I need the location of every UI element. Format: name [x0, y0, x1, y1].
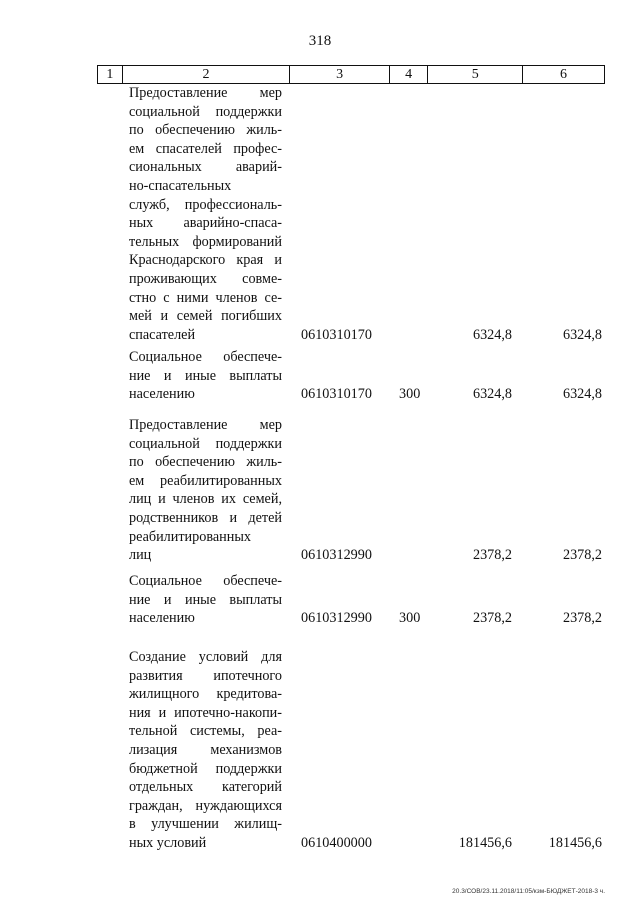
column-header-2: 2 [122, 66, 290, 84]
description-line: в улучшении жилищ- [129, 816, 282, 833]
row-description [129, 348, 282, 404]
description-line: спасателей [129, 326, 196, 343]
description-line: Предоставление мер [129, 85, 282, 101]
description-line: лиц и членов их семей, [129, 491, 282, 508]
description-line: Предоставление мер [129, 417, 282, 433]
row-amount-2020: 6324,8 [562, 386, 602, 403]
column-header-5: 5 [428, 66, 523, 84]
description-line: лиц [129, 547, 152, 564]
description-line: населению [129, 610, 195, 627]
description-line: служб, профессиональ- [129, 196, 282, 213]
row-amount-2020: 6324,8 [562, 326, 602, 343]
row-amount-2020: 181456,6 [548, 835, 602, 851]
description-line: Социальное обеспече- [129, 349, 282, 365]
description-line: Создание условий для [129, 649, 282, 665]
description-line: проживающих совме- [129, 270, 282, 287]
description-line: лизация механизмов [129, 741, 282, 758]
row-expense-type: 300 [399, 610, 421, 627]
description-line: ных условий [129, 834, 207, 851]
description-line: мей и семей погибших [129, 308, 282, 325]
description-line: по обеспечению жиль- [129, 122, 282, 139]
row-code: 0610312990 [301, 547, 372, 564]
description-line: бюджетной поддержки [129, 760, 282, 777]
row-code: 0610400000 [301, 835, 372, 851]
row-description [129, 416, 282, 565]
description-line: стно с ними членов се- [129, 289, 282, 306]
row-amount-2019: 6324,8 [472, 326, 512, 343]
row-amount-2019: 2378,2 [472, 610, 512, 627]
description-line: по обеспечению жиль- [129, 454, 282, 471]
description-line: социальной поддержки [129, 103, 282, 120]
row-description [129, 648, 282, 853]
description-line: ния и ипотечно-накопи- [129, 704, 282, 721]
column-header-1: 1 [98, 66, 123, 84]
description-line: ем реабилитированных [129, 472, 282, 489]
description-line: развития ипотечного [129, 667, 282, 684]
description-line: граждан, нуждающихся [129, 797, 282, 814]
description-line: населению [129, 386, 195, 403]
column-header-3: 3 [290, 66, 390, 84]
row-description [129, 84, 282, 344]
description-line: Социальное обеспече- [129, 573, 282, 589]
column-header-row [97, 65, 605, 84]
description-line: но-спасательных [129, 177, 232, 194]
row-code: 0610310170 [301, 386, 372, 403]
row-code: 0610310170 [301, 326, 372, 343]
description-line: Краснодарского края и [129, 252, 282, 269]
description-line: тельной системы, реа- [129, 723, 282, 740]
description-line: ных аварийно-спаса- [129, 215, 282, 232]
description-line: родственников и детей [129, 509, 282, 526]
description-line: ние и иные выплаты [129, 367, 282, 384]
row-amount-2020: 2378,2 [562, 610, 602, 627]
row-amount-2019: 6324,8 [472, 386, 512, 403]
row-code: 0610312990 [301, 610, 372, 627]
row-amount-2019: 181456,6 [458, 835, 512, 851]
description-line: реабилитированных [129, 528, 251, 545]
page-number: 318 [308, 33, 332, 49]
column-header-4: 4 [389, 66, 428, 84]
row-expense-type: 300 [399, 386, 421, 403]
row-amount-2020: 2378,2 [562, 547, 602, 564]
document-footer: 20.3/СОВ/23.11.2018/11:05/кзм-БЮДЖЕТ-2018-3 ч. [452, 888, 605, 895]
description-line: отдельных категорий [129, 779, 282, 796]
row-description [129, 572, 282, 628]
description-line: социальной поддержки [129, 435, 282, 452]
description-line: сиональных аварий- [129, 159, 282, 176]
description-line: тельных формирований [129, 233, 282, 250]
column-header-6: 6 [523, 66, 605, 84]
description-line: ем спасателей профес- [129, 140, 282, 157]
row-amount-2019: 2378,2 [472, 547, 512, 564]
description-line: ние и иные выплаты [129, 591, 282, 608]
description-line: жилищного кредитова- [129, 686, 282, 703]
